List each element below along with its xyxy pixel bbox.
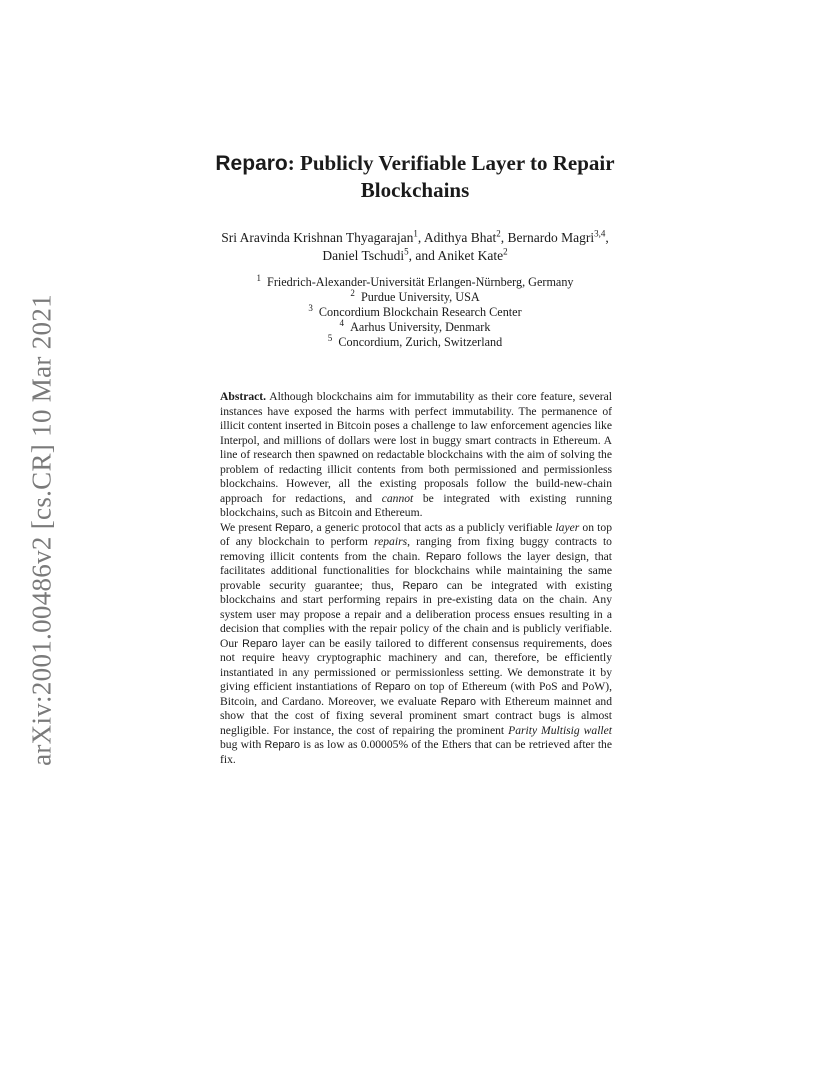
title-system-name: Reparo: [215, 152, 288, 175]
abstract-text: on top of Ethereum (with PoS and PoW), Bitcoin, and Cardano. Moreover, we evaluate: [220, 680, 612, 708]
abstract-emphasis: repairs: [374, 535, 408, 548]
author-1: Sri Aravinda Krishnan Thyagarajan: [221, 230, 414, 245]
abstract-text: bug with: [220, 738, 265, 751]
affiliation-number: 3: [308, 302, 313, 313]
affiliation-number: 1: [256, 272, 261, 283]
author-3-affil: 3,4: [594, 228, 606, 239]
author-list: [170, 229, 660, 265]
system-name: Reparo: [374, 681, 411, 693]
abstract-emphasis: Parity Multisig wallet: [508, 723, 613, 737]
affiliation-number: 2: [350, 287, 355, 298]
abstract-text: follows the layer design, that facilitates additional functionalities for blockchains while maintaining the same provable security guarantee; thus,: [220, 549, 612, 592]
system-name: Reparo: [440, 695, 477, 708]
abstract-text: is as low as 0.00005% of the Ethers that can be retrieved after the fix.: [220, 738, 612, 766]
abstract-text: can be integrated with existing blockchains and start performing repairs in pre-existing data on the chain. Any system user may propose a repair and a deliberation process ensues resulting in a decision that complies with the repair policy of the chain and is publicly verifiable. Our: [220, 578, 613, 650]
system-name: Reparo: [264, 739, 300, 751]
abstract-text: with Ethereum mainnet and show that the cost of fixing several prominent smart contract bugs is almost negligible. For instance, the cost of repairing the prominent: [220, 694, 613, 737]
abstract-text: be integrated with existing running blockchains, such as Bitcoin and Ethereum.: [220, 491, 612, 519]
affiliation-number: 5: [327, 332, 333, 343]
affiliation-item: [170, 332, 660, 350]
abstract-heading: Abstract.: [220, 390, 267, 403]
abstract-paragraph-1: [220, 390, 612, 521]
affiliation-list: [170, 272, 660, 350]
affiliation-number: 4: [339, 317, 345, 328]
system-name: Reparo: [402, 579, 438, 592]
author-4-affil: 5: [404, 246, 409, 257]
system-name: Reparo: [274, 521, 311, 534]
affiliation-text: Concordium, Zurich, Switzerland: [338, 335, 503, 349]
author-2-affil: 2: [496, 228, 501, 239]
abstract-emphasis: layer: [555, 520, 580, 534]
affiliation-text: Friedrich-Alexander-Universität Erlangen-Nürnberg, Germany: [267, 275, 574, 289]
affiliation-text: Aarhus University, Denmark: [350, 320, 491, 334]
abstract-text: , a generic protocol that acts as a publicly verifiable: [310, 520, 556, 534]
abstract-text: layer can be easily tailored to different consensus requirements, does not require heavy cryptographic machinery and can, therefore, be efficiently instantiated in any permissioned or permissionless setting. We demonstrate it by giving efficient instantiations of: [220, 636, 612, 693]
author-5: , and Aniket Kate: [408, 248, 504, 263]
arxiv-identifier-stamp: arXiv:2001.00486v2 [cs.CR] 10 Mar 2021: [26, 294, 57, 766]
abstract: [220, 390, 612, 767]
affiliation-item: [170, 272, 660, 290]
author-2: , Adithya Bhat: [417, 230, 497, 245]
abstract-emphasis: cannot: [381, 491, 414, 505]
abstract-paragraph-2: [220, 521, 612, 768]
author-separator: ,: [605, 230, 609, 245]
abstract-text: Although blockchains aim for immutability as their core feature, several instances have exposed the harms with perfect immutability. The permanence of illicit content inserted in Bitcoin poses a challenge to law enforcement agencies like Interpol, and millions of dollars were lost in buggy smart contracts in Ethereum. A line of research then spawned on redactable blockchains with the aim of solving the problem of redacting illicit contents from both permissioned and permissionless blockchains. However, all the existing proposals follow the build-new-chain approach for redactions, and: [220, 390, 612, 505]
author-5-affil: 2: [503, 246, 508, 257]
affiliation-item: [170, 287, 660, 305]
title-rest: : Publicly Verifiable Layer to Repair: [287, 151, 615, 175]
paper-title: [180, 150, 650, 203]
system-name: Reparo: [242, 637, 278, 650]
affiliation-text: Concordium Blockchain Research Center: [318, 305, 522, 319]
author-4: Daniel Tschudi: [322, 248, 405, 263]
title-line2: Blockchains: [360, 178, 470, 202]
affiliation-text: Purdue University, USA: [360, 290, 480, 304]
abstract-text: , ranging from fixing buggy contracts to removing illicit contents from the chain.: [220, 535, 612, 563]
abstract-text: We present: [220, 520, 275, 534]
affiliation-item: [170, 317, 660, 335]
affiliation-item: [170, 302, 660, 320]
system-name: Reparo: [425, 550, 462, 563]
author-3: , Bernardo Magri: [500, 230, 595, 245]
abstract-text: on top of any blockchain to perform: [220, 520, 612, 548]
author-1-affil: 1: [413, 228, 418, 239]
